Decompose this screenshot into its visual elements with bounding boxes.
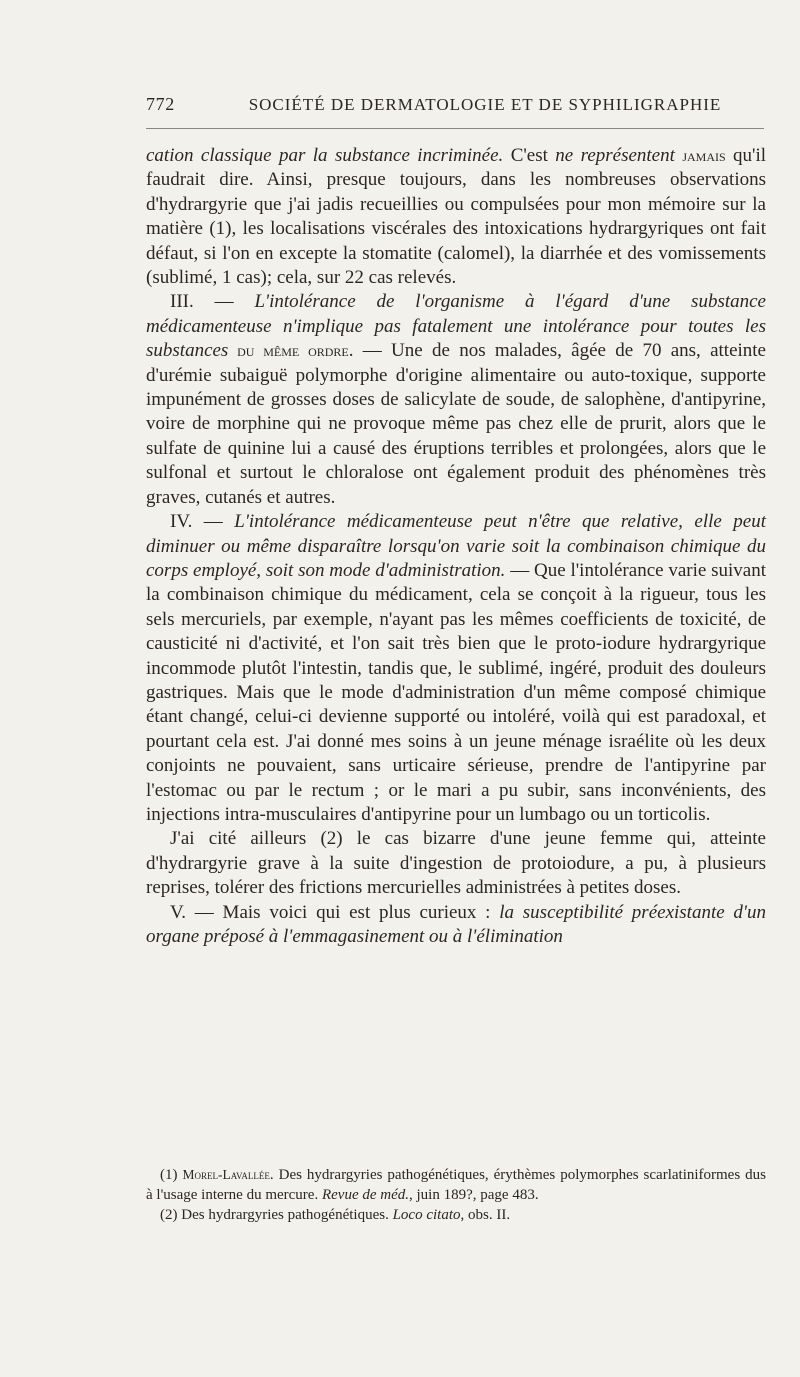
footnote-1 (146, 1165, 766, 1205)
footnotes (146, 1165, 766, 1225)
italic-span: la susceptibilité préexistante d'un organe préposé à l'emmagasinement ou à l'élimination (146, 901, 766, 947)
smallcaps-span: du même ordre (228, 341, 349, 361)
italic-span: cation classique par la substance incriminée. (146, 145, 504, 166)
running-header (146, 94, 764, 115)
paragraph-citation: J'ai cité ailleurs (2) le cas bizarre d'une jeune femme qui, atteinte d'hydrargyrie grave à la suite d'ingestion de protoiodure, a pu, à plusieurs reprises, tolérer des frictions mercurielles administrées à petites doses. (146, 828, 766, 899)
italic-span: L'intolérance médicamenteuse peut n'être que relative, elle peut diminuer ou même disparaître lorsqu'on varie soit la combinaison chimique du corps employé, soit son mode d'administration. (146, 511, 766, 581)
italic-span: L'intolérance de l'organisme à l'égard d'une substance médicamenteuse n'implique pas fatalement une intolérance pour toutes les substances (146, 291, 766, 362)
paragraph-v (146, 901, 766, 950)
author-name: Morel-Lavallée (182, 1167, 270, 1182)
paragraph-iii (146, 290, 766, 510)
running-title: SOCIÉTÉ DE DERMATOLOGIE ET DE SYPHILIGRAPHIE (248, 95, 722, 114)
text-span: (2) Des hydrargyries pathogénétiques. (160, 1207, 393, 1223)
footnote-2 (146, 1205, 766, 1225)
text-span: — Que l'intolérance varie suivant la combinaison chimique du médicament, cela se conçoit à la rigueur, tous les sels mercuriels, par exemple, n'ayant pas les mêmes coefficients de toxicité, de causticité ni d'activité, et l'on sait très bien que le proto-iodure hydrargyrique incommode plutôt l'intestin, tandis que, le sublimé, ingéré, produit des douleurs gastriques. Mais que le mode d'administration d'un même composé chimique étant changé, celui-ci devienne supporté ou intoléré, voilà qui est paradoxal, et pourtant cela est. J'ai donné mes soins à un jeune ménage israélite où les deux conjoints ne pouvaient, sans urticaire sérieuse, prendre de l'antipyrine par l'estomac ou par le rectum ; or le mari a pu subir, sans inconvénients, des injections intra-musculaires d'antipyrine pour un lumbago ou un torticolis. (146, 559, 766, 825)
text-span: V. — Mais voici qui est plus curieux : (170, 901, 500, 923)
text-span: III. — (170, 291, 255, 313)
smallcaps-span: jamais (682, 146, 726, 165)
italic-span: Loco citato (392, 1207, 461, 1223)
body-text (146, 144, 766, 949)
page-number: 772 (146, 94, 175, 114)
text-span: (1) (160, 1167, 183, 1183)
paragraph-iv (146, 510, 766, 827)
text-span: . Des hydrargyries pathogénétiques, érythèmes polymorphes scarlatiniformes dus à l'usage interne du mercure. (146, 1167, 766, 1203)
italic-span: ne représentent (555, 145, 675, 166)
text-span: IV. — (170, 511, 235, 533)
journal-title: Revue de méd. (321, 1187, 410, 1203)
text-span: , juin 189?, page 483. (409, 1187, 539, 1203)
header-rule (146, 128, 764, 129)
text-span: C'est (503, 145, 556, 166)
text-span: . — Une de nos malades, âgée de 70 ans, atteinte d'urémie subaiguë polymorphe d'origine alimentaire ou auto-toxique, supporte impunément de grosses doses de salicylate de soude, de salophène, d'antipyrine, voire de morphine qui ne provoque même pas chez elle de prurit, alors que le sulfate de quinine lui a causé des éruptions terribles et prolongées, alors que le sulfonal et surtout le chloralose ont également produit des phénomènes très graves, cutanés et autres. (146, 340, 766, 508)
text-span: qu'il faudrait dire. Ainsi, presque toujours, dans les nombreuses observations d'hydrargyrie que j'ai jadis recueillies ou compulsées pour mon mémoire sur la matière (1), les localisations viscérales des intoxications hydrargyriques ont fait défaut, si l'on en excepte la stomatite (calomel), la diarrhée et des vomissements (sublimé, 1 cas); cela, sur 22 cas relevés. (146, 145, 767, 289)
paragraph-continuation (146, 144, 766, 290)
text-span: , obs. II. (460, 1207, 511, 1223)
